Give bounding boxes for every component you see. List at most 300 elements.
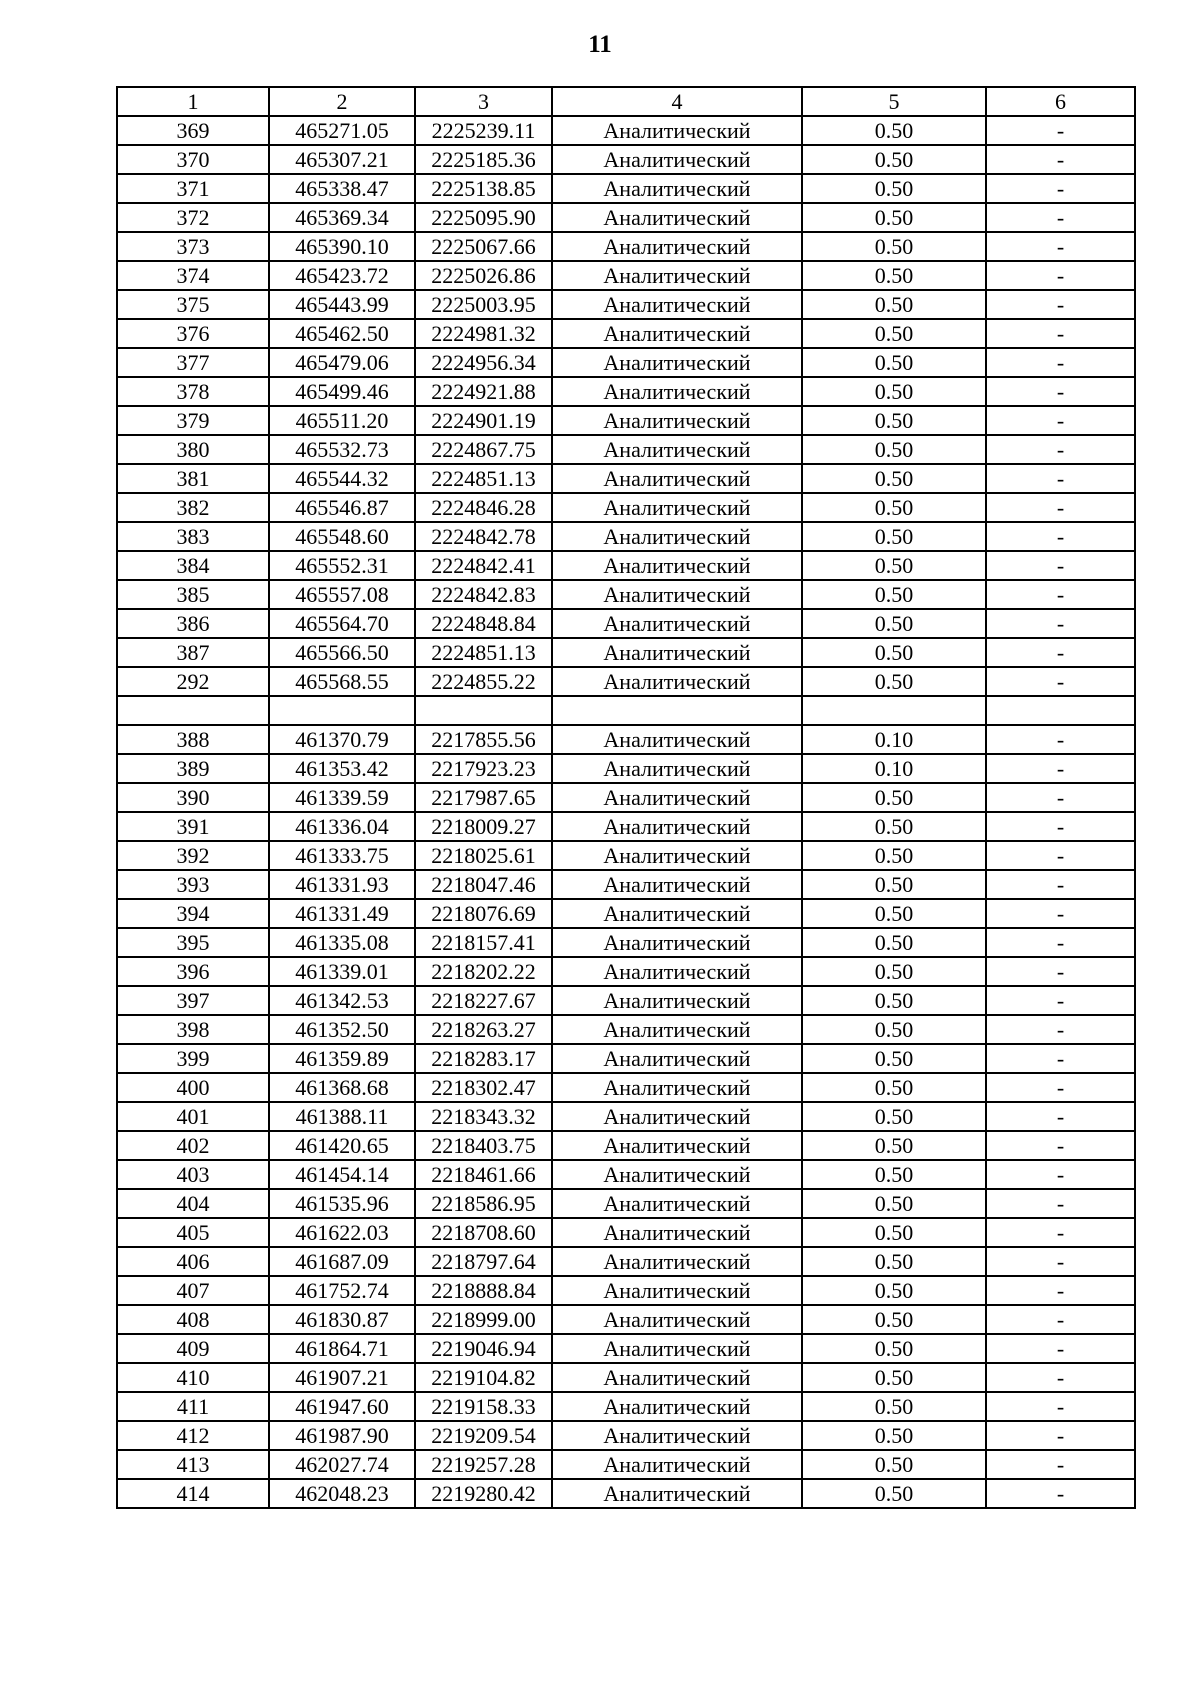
y-coordinate-cell: 2225095.90	[415, 203, 552, 232]
point-number-cell: 404	[117, 1189, 269, 1218]
accuracy-cell	[802, 696, 986, 725]
method-cell: Аналитический	[552, 812, 802, 841]
table-row	[117, 116, 1135, 145]
table-row	[117, 754, 1135, 783]
method-cell: Аналитический	[552, 1015, 802, 1044]
point-number-cell: 409	[117, 1334, 269, 1363]
x-coordinate-cell: 461353.42	[269, 754, 415, 783]
y-coordinate-cell: 2218076.69	[415, 899, 552, 928]
accuracy-cell: 0.50	[802, 1276, 986, 1305]
table-row	[117, 1450, 1135, 1479]
x-coordinate-cell: 462048.23	[269, 1479, 415, 1508]
y-coordinate-cell: 2224842.83	[415, 580, 552, 609]
accuracy-cell: 0.50	[802, 1363, 986, 1392]
method-cell: Аналитический	[552, 377, 802, 406]
point-number-cell: 410	[117, 1363, 269, 1392]
y-coordinate-cell: 2224848.84	[415, 609, 552, 638]
coordinates-table	[116, 86, 1136, 1509]
y-coordinate-cell: 2224981.32	[415, 319, 552, 348]
x-coordinate-cell: 465443.99	[269, 290, 415, 319]
x-coordinate-cell: 465552.31	[269, 551, 415, 580]
x-coordinate-cell: 465479.06	[269, 348, 415, 377]
y-coordinate-cell: 2225138.85	[415, 174, 552, 203]
header-row	[117, 87, 1135, 116]
method-cell: Аналитический	[552, 783, 802, 812]
point-number-cell: 379	[117, 406, 269, 435]
method-cell: Аналитический	[552, 203, 802, 232]
note-cell: -	[986, 1073, 1135, 1102]
accuracy-cell: 0.50	[802, 1305, 986, 1334]
y-coordinate-cell	[415, 696, 552, 725]
accuracy-cell: 0.50	[802, 1131, 986, 1160]
method-cell	[552, 696, 802, 725]
x-coordinate-cell: 461420.65	[269, 1131, 415, 1160]
note-cell: -	[986, 319, 1135, 348]
method-cell: Аналитический	[552, 1479, 802, 1508]
accuracy-cell: 0.50	[802, 609, 986, 638]
accuracy-cell: 0.10	[802, 754, 986, 783]
x-coordinate-cell: 465548.60	[269, 522, 415, 551]
point-number-cell: 389	[117, 754, 269, 783]
method-cell: Аналитический	[552, 522, 802, 551]
note-cell: -	[986, 1305, 1135, 1334]
method-cell: Аналитический	[552, 1305, 802, 1334]
accuracy-cell: 0.50	[802, 377, 986, 406]
accuracy-cell: 0.50	[802, 812, 986, 841]
accuracy-cell: 0.50	[802, 783, 986, 812]
accuracy-cell: 0.50	[802, 1015, 986, 1044]
note-cell: -	[986, 348, 1135, 377]
column-header-3: 3	[415, 87, 552, 116]
table-row	[117, 319, 1135, 348]
method-cell: Аналитический	[552, 406, 802, 435]
table-row	[117, 1015, 1135, 1044]
point-number-cell: 369	[117, 116, 269, 145]
column-header-4: 4	[552, 87, 802, 116]
point-number-cell: 405	[117, 1218, 269, 1247]
page-number: 11	[588, 31, 612, 58]
method-cell: Аналитический	[552, 609, 802, 638]
table-row	[117, 899, 1135, 928]
note-cell: -	[986, 116, 1135, 145]
accuracy-cell: 0.50	[802, 464, 986, 493]
point-number-cell: 406	[117, 1247, 269, 1276]
method-cell: Аналитический	[552, 435, 802, 464]
table-row	[117, 551, 1135, 580]
method-cell: Аналитический	[552, 145, 802, 174]
accuracy-cell: 0.50	[802, 1218, 986, 1247]
point-number-cell: 375	[117, 290, 269, 319]
table-row	[117, 783, 1135, 812]
table-header	[117, 87, 1135, 116]
table-row	[117, 986, 1135, 1015]
accuracy-cell: 0.50	[802, 348, 986, 377]
accuracy-cell: 0.50	[802, 1044, 986, 1073]
method-cell: Аналитический	[552, 551, 802, 580]
x-coordinate-cell: 465423.72	[269, 261, 415, 290]
note-cell: -	[986, 290, 1135, 319]
method-cell: Аналитический	[552, 319, 802, 348]
accuracy-cell: 0.50	[802, 261, 986, 290]
table-row	[117, 435, 1135, 464]
y-coordinate-cell: 2218283.17	[415, 1044, 552, 1073]
y-coordinate-cell: 2218586.95	[415, 1189, 552, 1218]
y-coordinate-cell: 2224842.78	[415, 522, 552, 551]
accuracy-cell: 0.50	[802, 406, 986, 435]
note-cell: -	[986, 754, 1135, 783]
accuracy-cell: 0.50	[802, 1102, 986, 1131]
method-cell: Аналитический	[552, 493, 802, 522]
column-header-6: 6	[986, 87, 1135, 116]
y-coordinate-cell: 2224846.28	[415, 493, 552, 522]
method-cell: Аналитический	[552, 1392, 802, 1421]
point-number-cell: 398	[117, 1015, 269, 1044]
table-row	[117, 464, 1135, 493]
x-coordinate-cell: 465369.34	[269, 203, 415, 232]
table-row	[117, 841, 1135, 870]
note-cell: -	[986, 406, 1135, 435]
point-number-cell: 411	[117, 1392, 269, 1421]
note-cell: -	[986, 1421, 1135, 1450]
accuracy-cell: 0.50	[802, 493, 986, 522]
accuracy-cell: 0.50	[802, 667, 986, 696]
method-cell: Аналитический	[552, 870, 802, 899]
accuracy-cell: 0.50	[802, 435, 986, 464]
point-number-cell: 401	[117, 1102, 269, 1131]
x-coordinate-cell: 461454.14	[269, 1160, 415, 1189]
note-cell: -	[986, 1276, 1135, 1305]
x-coordinate-cell: 461830.87	[269, 1305, 415, 1334]
method-cell: Аналитический	[552, 1044, 802, 1073]
x-coordinate-cell: 465544.32	[269, 464, 415, 493]
note-cell: -	[986, 1044, 1135, 1073]
table-row	[117, 580, 1135, 609]
point-number-cell: 403	[117, 1160, 269, 1189]
x-coordinate-cell: 461947.60	[269, 1392, 415, 1421]
x-coordinate-cell: 465390.10	[269, 232, 415, 261]
note-cell: -	[986, 203, 1135, 232]
method-cell: Аналитический	[552, 261, 802, 290]
point-number-cell: 380	[117, 435, 269, 464]
method-cell: Аналитический	[552, 899, 802, 928]
y-coordinate-cell: 2218202.22	[415, 957, 552, 986]
y-coordinate-cell: 2225067.66	[415, 232, 552, 261]
column-header-2: 2	[269, 87, 415, 116]
point-number-cell: 396	[117, 957, 269, 986]
accuracy-cell: 0.50	[802, 986, 986, 1015]
accuracy-cell: 0.50	[802, 870, 986, 899]
method-cell: Аналитический	[552, 464, 802, 493]
method-cell: Аналитический	[552, 348, 802, 377]
method-cell: Аналитический	[552, 1363, 802, 1392]
method-cell: Аналитический	[552, 1131, 802, 1160]
note-cell: -	[986, 1392, 1135, 1421]
y-coordinate-cell: 2218227.67	[415, 986, 552, 1015]
accuracy-cell: 0.50	[802, 551, 986, 580]
y-coordinate-cell: 2224855.22	[415, 667, 552, 696]
note-cell: -	[986, 870, 1135, 899]
x-coordinate-cell	[269, 696, 415, 725]
y-coordinate-cell: 2218999.00	[415, 1305, 552, 1334]
accuracy-cell: 0.10	[802, 725, 986, 754]
y-coordinate-cell: 2219209.54	[415, 1421, 552, 1450]
x-coordinate-cell: 465568.55	[269, 667, 415, 696]
y-coordinate-cell: 2225003.95	[415, 290, 552, 319]
x-coordinate-cell: 461331.93	[269, 870, 415, 899]
table-row	[117, 1276, 1135, 1305]
point-number-cell: 388	[117, 725, 269, 754]
y-coordinate-cell: 2218888.84	[415, 1276, 552, 1305]
x-coordinate-cell: 461342.53	[269, 986, 415, 1015]
accuracy-cell: 0.50	[802, 638, 986, 667]
column-header-5: 5	[802, 87, 986, 116]
point-number-cell: 383	[117, 522, 269, 551]
x-coordinate-cell: 465564.70	[269, 609, 415, 638]
x-coordinate-cell: 465499.46	[269, 377, 415, 406]
method-cell: Аналитический	[552, 1073, 802, 1102]
table-row	[117, 1073, 1135, 1102]
y-coordinate-cell: 2225239.11	[415, 116, 552, 145]
x-coordinate-cell: 461907.21	[269, 1363, 415, 1392]
table-row	[117, 870, 1135, 899]
point-number-cell: 400	[117, 1073, 269, 1102]
method-cell: Аналитический	[552, 1450, 802, 1479]
table-row	[117, 928, 1135, 957]
note-cell: -	[986, 1218, 1135, 1247]
accuracy-cell: 0.50	[802, 928, 986, 957]
y-coordinate-cell: 2217855.56	[415, 725, 552, 754]
method-cell: Аналитический	[552, 1334, 802, 1363]
accuracy-cell: 0.50	[802, 1247, 986, 1276]
method-cell: Аналитический	[552, 638, 802, 667]
table-row	[117, 667, 1135, 696]
accuracy-cell: 0.50	[802, 1421, 986, 1450]
accuracy-cell: 0.50	[802, 1189, 986, 1218]
point-number-cell: 393	[117, 870, 269, 899]
method-cell: Аналитический	[552, 290, 802, 319]
x-coordinate-cell: 465557.08	[269, 580, 415, 609]
note-cell: -	[986, 551, 1135, 580]
y-coordinate-cell: 2218025.61	[415, 841, 552, 870]
point-number-cell	[117, 696, 269, 725]
method-cell: Аналитический	[552, 1102, 802, 1131]
method-cell: Аналитический	[552, 580, 802, 609]
accuracy-cell: 0.50	[802, 1479, 986, 1508]
accuracy-cell: 0.50	[802, 1392, 986, 1421]
accuracy-cell: 0.50	[802, 174, 986, 203]
table-row	[117, 1160, 1135, 1189]
note-cell: -	[986, 957, 1135, 986]
y-coordinate-cell: 2218157.41	[415, 928, 552, 957]
note-cell: -	[986, 522, 1135, 551]
note-cell: -	[986, 609, 1135, 638]
x-coordinate-cell: 465271.05	[269, 116, 415, 145]
y-coordinate-cell: 2218461.66	[415, 1160, 552, 1189]
table-row	[117, 957, 1135, 986]
note-cell: -	[986, 667, 1135, 696]
point-number-cell: 372	[117, 203, 269, 232]
point-number-cell: 382	[117, 493, 269, 522]
method-cell: Аналитический	[552, 667, 802, 696]
x-coordinate-cell: 461752.74	[269, 1276, 415, 1305]
x-coordinate-cell: 465338.47	[269, 174, 415, 203]
note-cell: -	[986, 1131, 1135, 1160]
accuracy-cell: 0.50	[802, 841, 986, 870]
accuracy-cell: 0.50	[802, 1160, 986, 1189]
note-cell	[986, 696, 1135, 725]
point-number-cell: 391	[117, 812, 269, 841]
note-cell: -	[986, 1334, 1135, 1363]
table-row	[117, 1247, 1135, 1276]
note-cell: -	[986, 435, 1135, 464]
table-row	[117, 174, 1135, 203]
accuracy-cell: 0.50	[802, 319, 986, 348]
y-coordinate-cell: 2218343.32	[415, 1102, 552, 1131]
x-coordinate-cell: 465532.73	[269, 435, 415, 464]
x-coordinate-cell: 461336.04	[269, 812, 415, 841]
accuracy-cell: 0.50	[802, 1334, 986, 1363]
accuracy-cell: 0.50	[802, 899, 986, 928]
point-number-cell: 385	[117, 580, 269, 609]
method-cell: Аналитический	[552, 1218, 802, 1247]
x-coordinate-cell: 461370.79	[269, 725, 415, 754]
note-cell: -	[986, 841, 1135, 870]
point-number-cell: 374	[117, 261, 269, 290]
y-coordinate-cell: 2225026.86	[415, 261, 552, 290]
table-row	[117, 696, 1135, 725]
accuracy-cell: 0.50	[802, 203, 986, 232]
method-cell: Аналитический	[552, 1160, 802, 1189]
x-coordinate-cell: 465462.50	[269, 319, 415, 348]
y-coordinate-cell: 2219257.28	[415, 1450, 552, 1479]
note-cell: -	[986, 580, 1135, 609]
x-coordinate-cell: 461987.90	[269, 1421, 415, 1450]
method-cell: Аналитический	[552, 725, 802, 754]
accuracy-cell: 0.50	[802, 957, 986, 986]
note-cell: -	[986, 145, 1135, 174]
x-coordinate-cell: 461359.89	[269, 1044, 415, 1073]
table-row	[117, 348, 1135, 377]
x-coordinate-cell: 461864.71	[269, 1334, 415, 1363]
x-coordinate-cell: 461368.68	[269, 1073, 415, 1102]
point-number-cell: 377	[117, 348, 269, 377]
point-number-cell: 392	[117, 841, 269, 870]
note-cell: -	[986, 1189, 1135, 1218]
point-number-cell: 412	[117, 1421, 269, 1450]
x-coordinate-cell: 461333.75	[269, 841, 415, 870]
accuracy-cell: 0.50	[802, 1073, 986, 1102]
table-row	[117, 1421, 1135, 1450]
method-cell: Аналитический	[552, 957, 802, 986]
x-coordinate-cell: 461339.59	[269, 783, 415, 812]
y-coordinate-cell: 2224851.13	[415, 464, 552, 493]
y-coordinate-cell: 2218797.64	[415, 1247, 552, 1276]
point-number-cell: 407	[117, 1276, 269, 1305]
point-number-cell: 381	[117, 464, 269, 493]
note-cell: -	[986, 638, 1135, 667]
y-coordinate-cell: 2224956.34	[415, 348, 552, 377]
method-cell: Аналитический	[552, 1189, 802, 1218]
note-cell: -	[986, 928, 1135, 957]
x-coordinate-cell: 465307.21	[269, 145, 415, 174]
y-coordinate-cell: 2224921.88	[415, 377, 552, 406]
note-cell: -	[986, 725, 1135, 754]
table-row	[117, 609, 1135, 638]
table-row	[117, 493, 1135, 522]
point-number-cell: 399	[117, 1044, 269, 1073]
method-cell: Аналитический	[552, 986, 802, 1015]
x-coordinate-cell: 461339.01	[269, 957, 415, 986]
y-coordinate-cell: 2218009.27	[415, 812, 552, 841]
x-coordinate-cell: 462027.74	[269, 1450, 415, 1479]
note-cell: -	[986, 1015, 1135, 1044]
note-cell: -	[986, 1363, 1135, 1392]
y-coordinate-cell: 2218302.47	[415, 1073, 552, 1102]
y-coordinate-cell: 2224851.13	[415, 638, 552, 667]
x-coordinate-cell: 465546.87	[269, 493, 415, 522]
method-cell: Аналитический	[552, 1421, 802, 1450]
point-number-cell: 387	[117, 638, 269, 667]
x-coordinate-cell: 465566.50	[269, 638, 415, 667]
y-coordinate-cell: 2224901.19	[415, 406, 552, 435]
y-coordinate-cell: 2218403.75	[415, 1131, 552, 1160]
point-number-cell: 378	[117, 377, 269, 406]
table-row	[117, 522, 1135, 551]
table-body	[117, 116, 1135, 1508]
point-number-cell: 371	[117, 174, 269, 203]
note-cell: -	[986, 1160, 1135, 1189]
y-coordinate-cell: 2219280.42	[415, 1479, 552, 1508]
table-row	[117, 377, 1135, 406]
table-row	[117, 261, 1135, 290]
table-row	[117, 638, 1135, 667]
point-number-cell: 370	[117, 145, 269, 174]
accuracy-cell: 0.50	[802, 116, 986, 145]
method-cell: Аналитический	[552, 1276, 802, 1305]
note-cell: -	[986, 377, 1135, 406]
table-row	[117, 1363, 1135, 1392]
x-coordinate-cell: 461352.50	[269, 1015, 415, 1044]
point-number-cell: 408	[117, 1305, 269, 1334]
table-row	[117, 1131, 1135, 1160]
note-cell: -	[986, 493, 1135, 522]
point-number-cell: 292	[117, 667, 269, 696]
note-cell: -	[986, 464, 1135, 493]
note-cell: -	[986, 1247, 1135, 1276]
y-coordinate-cell: 2218708.60	[415, 1218, 552, 1247]
note-cell: -	[986, 812, 1135, 841]
x-coordinate-cell: 461335.08	[269, 928, 415, 957]
point-number-cell: 376	[117, 319, 269, 348]
table-row	[117, 1334, 1135, 1363]
accuracy-cell: 0.50	[802, 1450, 986, 1479]
method-cell: Аналитический	[552, 174, 802, 203]
note-cell: -	[986, 899, 1135, 928]
table-row	[117, 203, 1135, 232]
accuracy-cell: 0.50	[802, 580, 986, 609]
y-coordinate-cell: 2217923.23	[415, 754, 552, 783]
table-row	[117, 1044, 1135, 1073]
x-coordinate-cell: 461331.49	[269, 899, 415, 928]
note-cell: -	[986, 174, 1135, 203]
point-number-cell: 397	[117, 986, 269, 1015]
y-coordinate-cell: 2219158.33	[415, 1392, 552, 1421]
table-row	[117, 1218, 1135, 1247]
table-row	[117, 145, 1135, 174]
method-cell: Аналитический	[552, 841, 802, 870]
accuracy-cell: 0.50	[802, 522, 986, 551]
point-number-cell: 395	[117, 928, 269, 957]
